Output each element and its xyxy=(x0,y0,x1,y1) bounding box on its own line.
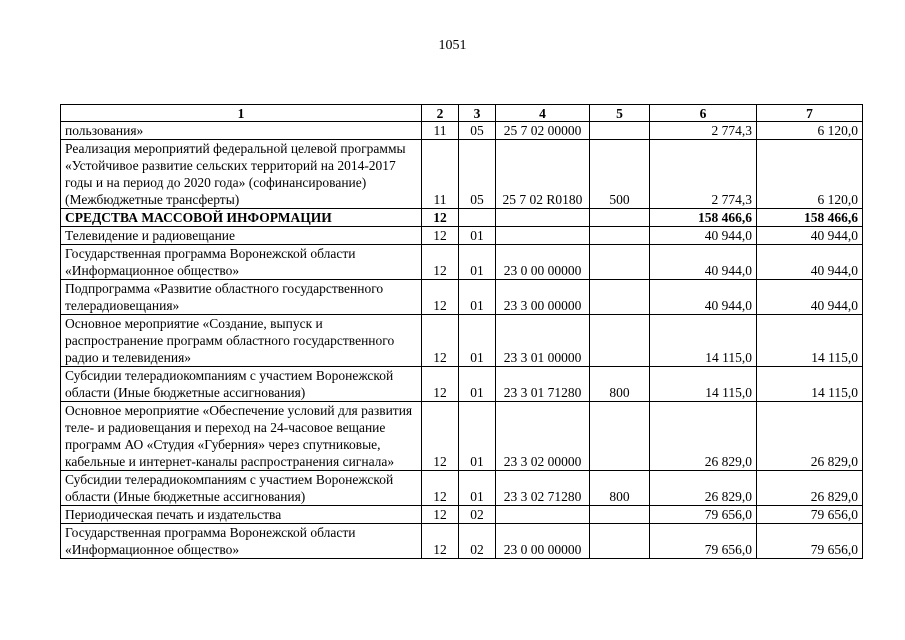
row-name: пользования» xyxy=(61,122,422,140)
row-amount-col6: 79 656,0 xyxy=(650,524,757,559)
budget-table xyxy=(60,104,863,559)
row-amount-col7: 14 115,0 xyxy=(757,367,863,402)
row-expense-type: 800 xyxy=(590,367,650,402)
table-row xyxy=(61,315,863,367)
row-subsection xyxy=(459,209,496,227)
row-amount-col7: 6 120,0 xyxy=(757,140,863,209)
row-name: Периодическая печать и издательства xyxy=(61,506,422,524)
row-subsection: 02 xyxy=(459,506,496,524)
row-amount-col6: 14 115,0 xyxy=(650,367,757,402)
row-subsection: 01 xyxy=(459,402,496,471)
row-amount-col6: 26 829,0 xyxy=(650,471,757,506)
row-section: 12 xyxy=(422,227,459,245)
row-expense-type xyxy=(590,227,650,245)
header-col-4: 4 xyxy=(496,105,590,122)
row-subsection: 01 xyxy=(459,245,496,280)
row-amount-col7: 26 829,0 xyxy=(757,471,863,506)
row-expense-type xyxy=(590,122,650,140)
header-col-1: 1 xyxy=(61,105,422,122)
row-target-code: 23 0 00 00000 xyxy=(496,524,590,559)
table-row xyxy=(61,245,863,280)
header-col-2: 2 xyxy=(422,105,459,122)
row-expense-type: 500 xyxy=(590,140,650,209)
table-row xyxy=(61,471,863,506)
row-subsection: 02 xyxy=(459,524,496,559)
row-amount-col7: 40 944,0 xyxy=(757,280,863,315)
row-target-code: 23 0 00 00000 xyxy=(496,245,590,280)
row-amount-col6: 2 774,3 xyxy=(650,140,757,209)
row-section: 11 xyxy=(422,122,459,140)
table-row xyxy=(61,367,863,402)
row-subsection: 05 xyxy=(459,140,496,209)
row-section: 12 xyxy=(422,506,459,524)
row-amount-col6: 40 944,0 xyxy=(650,280,757,315)
row-expense-type xyxy=(590,245,650,280)
row-expense-type xyxy=(590,209,650,227)
row-amount-col6: 158 466,6 xyxy=(650,209,757,227)
header-col-3: 3 xyxy=(459,105,496,122)
table-row xyxy=(61,227,863,245)
row-name: СРЕДСТВА МАССОВОЙ ИНФОРМАЦИИ xyxy=(61,209,422,227)
row-amount-col6: 14 115,0 xyxy=(650,315,757,367)
table-body xyxy=(61,122,863,559)
row-target-code xyxy=(496,506,590,524)
row-amount-col7: 40 944,0 xyxy=(757,245,863,280)
row-name: Подпрограмма «Развитие областного государственного телерадиовещания» xyxy=(61,280,422,315)
row-target-code xyxy=(496,227,590,245)
row-amount-col6: 40 944,0 xyxy=(650,245,757,280)
row-amount-col7: 79 656,0 xyxy=(757,506,863,524)
row-subsection: 01 xyxy=(459,367,496,402)
row-amount-col7: 6 120,0 xyxy=(757,122,863,140)
row-amount-col7: 40 944,0 xyxy=(757,227,863,245)
header-col-6: 6 xyxy=(650,105,757,122)
row-section: 12 xyxy=(422,245,459,280)
row-section: 11 xyxy=(422,140,459,209)
row-section: 12 xyxy=(422,280,459,315)
table-row xyxy=(61,524,863,559)
row-subsection: 05 xyxy=(459,122,496,140)
table-row xyxy=(61,140,863,209)
page-number: 1051 xyxy=(438,38,467,53)
row-target-code: 23 3 02 71280 xyxy=(496,471,590,506)
table-row xyxy=(61,506,863,524)
row-section: 12 xyxy=(422,209,459,227)
row-amount-col6: 79 656,0 xyxy=(650,506,757,524)
row-name: Субсидии телерадиокомпаниям с участием Воронежской области (Иные бюджетные ассигнования) xyxy=(61,471,422,506)
row-target-code: 25 7 02 R0180 xyxy=(496,140,590,209)
table-row xyxy=(61,402,863,471)
row-name: Государственная программа Воронежской области «Информационное общество» xyxy=(61,245,422,280)
row-section: 12 xyxy=(422,315,459,367)
header-col-5: 5 xyxy=(590,105,650,122)
table-row xyxy=(61,122,863,140)
row-amount-col6: 26 829,0 xyxy=(650,402,757,471)
row-section: 12 xyxy=(422,471,459,506)
row-name: Основное мероприятие «Создание, выпуск и распространение программ областного государственного радио и телевидения» xyxy=(61,315,422,367)
row-name: Основное мероприятие «Обеспечение условий для развития теле- и радиовещания и переход на 24-часовое вещание программ АО «Студия «Губерния» через спутниковые, кабельные и интернет-каналы распространения сигнала» xyxy=(61,402,422,471)
row-section: 12 xyxy=(422,402,459,471)
row-section: 12 xyxy=(422,524,459,559)
row-subsection: 01 xyxy=(459,471,496,506)
row-amount-col7: 158 466,6 xyxy=(757,209,863,227)
row-name: Государственная программа Воронежской области «Информационное общество» xyxy=(61,524,422,559)
row-name: Телевидение и радиовещание xyxy=(61,227,422,245)
header-col-7: 7 xyxy=(757,105,863,122)
row-target-code: 23 3 02 00000 xyxy=(496,402,590,471)
row-amount-col7: 79 656,0 xyxy=(757,524,863,559)
row-name: Реализация мероприятий федеральной целевой программы «Устойчивое развитие сельских территорий на 2014-2017 годы и на период до 2020 года» (софинансирование) (Межбюджетные трансферты) xyxy=(61,140,422,209)
row-expense-type xyxy=(590,506,650,524)
row-subsection: 01 xyxy=(459,227,496,245)
row-expense-type xyxy=(590,524,650,559)
row-amount-col7: 14 115,0 xyxy=(757,315,863,367)
row-section: 12 xyxy=(422,367,459,402)
table-row xyxy=(61,280,863,315)
row-subsection: 01 xyxy=(459,315,496,367)
row-amount-col6: 2 774,3 xyxy=(650,122,757,140)
row-target-code: 23 3 01 00000 xyxy=(496,315,590,367)
row-expense-type xyxy=(590,315,650,367)
row-target-code xyxy=(496,209,590,227)
row-expense-type: 800 xyxy=(590,471,650,506)
row-expense-type xyxy=(590,280,650,315)
row-expense-type xyxy=(590,402,650,471)
header-row xyxy=(61,105,863,122)
row-name: Субсидии телерадиокомпаниям с участием Воронежской области (Иные бюджетные ассигнования) xyxy=(61,367,422,402)
row-amount-col6: 40 944,0 xyxy=(650,227,757,245)
table-row xyxy=(61,209,863,227)
row-target-code: 23 3 01 71280 xyxy=(496,367,590,402)
row-target-code: 25 7 02 00000 xyxy=(496,122,590,140)
row-amount-col7: 26 829,0 xyxy=(757,402,863,471)
row-target-code: 23 3 00 00000 xyxy=(496,280,590,315)
row-subsection: 01 xyxy=(459,280,496,315)
